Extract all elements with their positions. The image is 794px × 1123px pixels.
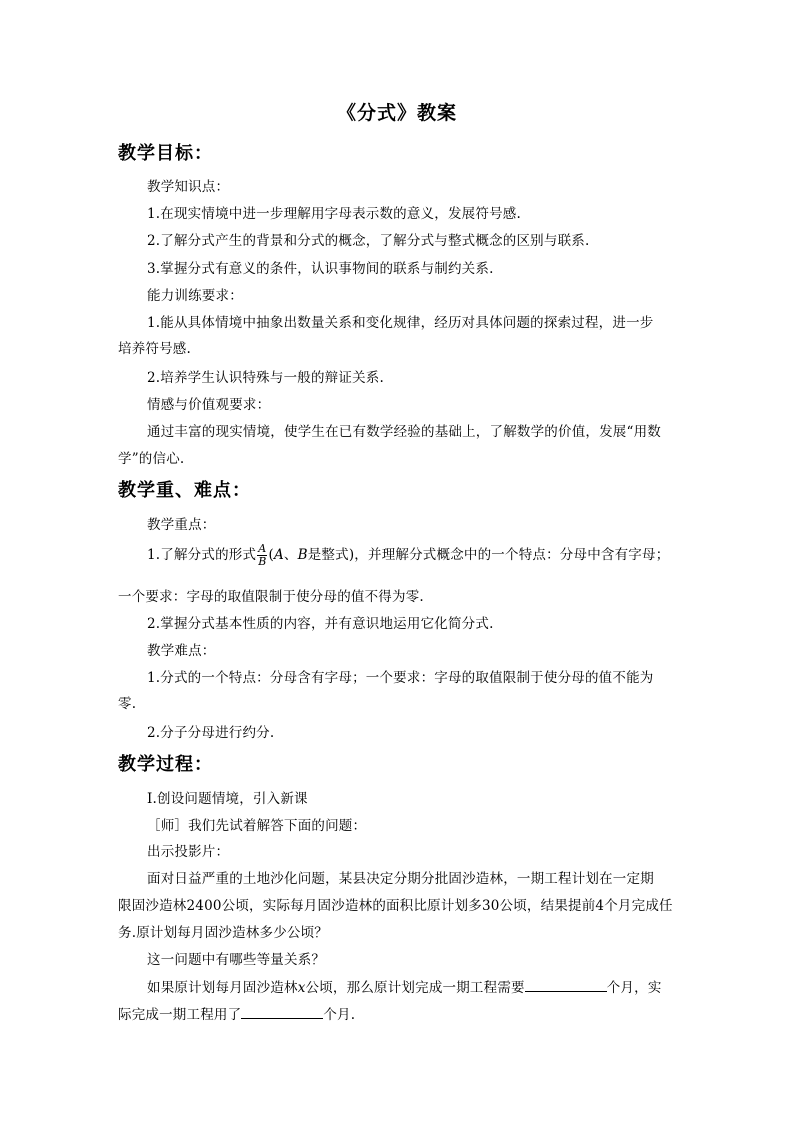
knowledge-item-1: 1.在现实情境中进一步理解用字母表示数的意义，发展符号感.: [147, 206, 521, 222]
knowledge-label: 教学知识点：: [147, 179, 230, 195]
var-x: x: [297, 980, 306, 996]
answer-blank-2[interactable]: [241, 1006, 323, 1019]
knowledge-item-3: 3.掌握分式有意义的条件，认识事物间的联系与制约关系.: [147, 261, 494, 277]
if-line-2-part-a: 际完成一期工程用了: [118, 1007, 242, 1023]
answer-blank-1[interactable]: [525, 979, 607, 992]
difficult-point-2: 2.分子分母进行约分.: [147, 725, 275, 741]
ability-label: 能力训练要求：: [147, 288, 243, 304]
if-line-2-part-b: 个月.: [323, 1007, 356, 1023]
ability-item-1-line-2: 培养符号感.: [118, 341, 191, 357]
emotion-line-2: 学”的信心.: [118, 451, 185, 467]
question-line: 这一问题中有哪些等量关系？: [147, 952, 326, 968]
key-point-2: 2.掌握分式基本性质的内容，并有意识地运用它化简分式.: [147, 616, 494, 632]
fraction-a-over-b: [257, 543, 267, 568]
process-step-1: Ⅰ.创设问题情境，引入新课: [147, 791, 308, 807]
section-heading-objectives: 教学目标：: [118, 143, 213, 164]
fraction-numerator: A: [258, 542, 267, 555]
problem-line-3: 务.原计划每月固沙造林多少公顷？: [118, 925, 328, 941]
section-heading-process: 教学过程：: [118, 754, 213, 775]
difficult-points-label: 教学难点：: [147, 643, 216, 659]
key-points-label: 教学重点：: [147, 517, 216, 533]
if-line-2: [118, 1003, 355, 1023]
key-point-1-line-1: [147, 543, 669, 568]
emotion-line-1: 通过丰富的现实情境，使学生在已有数学经验的基础上，了解数学的价值，发展“用数: [147, 424, 662, 440]
page-title: 《分式》教案: [336, 102, 457, 124]
difficult-point-1-line-1: 1.分式的一个特点：分母含有字母；一个要求：字母的取值限制于使分母的值不能为: [147, 670, 654, 686]
ability-item-1-line-1: 1.能从具体情境中抽象出数量关系和变化规律，经历对具体问题的探索过程，进一步: [147, 315, 654, 331]
var-a: A: [273, 547, 284, 563]
separator: 、: [283, 547, 298, 563]
key-point-1-suffix: 是整式)，并理解分式概念中的一个特点：分母中含有字母；: [307, 547, 670, 563]
if-line-1-part-b: 公顷，那么原计划完成一期工程需要: [305, 980, 525, 996]
show-slide-line: 出示投影片：: [147, 844, 230, 860]
if-line-1-part-c: 个月，实: [606, 980, 662, 996]
knowledge-item-2: 2.了解分式产生的背景和分式的概念，了解分式与整式概念的区别与联系.: [147, 233, 590, 249]
problem-line-1: 面对日益严重的土地沙化问题，某县决定分期分批固沙造林，一期工程计划在一定期: [147, 871, 654, 887]
ability-item-2: 2.培养学生认识特殊与一般的辩证关系.: [147, 370, 384, 386]
key-point-1-line-2: 一个要求：字母的取值限制于使分母的值不得为零.: [118, 589, 424, 605]
if-line-1-part-a: 如果原计划每月固沙造林: [147, 980, 298, 996]
paren-open: (: [268, 547, 274, 563]
section-heading-key-points: 教学重、难点：: [118, 480, 251, 501]
var-b: B: [297, 547, 308, 563]
emotion-label: 情感与价值观要求：: [147, 397, 271, 413]
if-line-1: [147, 976, 662, 996]
teacher-line: ［师］我们先试着解答下面的问题：: [147, 818, 367, 834]
problem-line-2: 限固沙造林2400公顷，实际每月固沙造林的面积比原计划多30公顷，结果提前4个月完成任: [118, 898, 673, 914]
difficult-point-1-line-2: 零.: [118, 696, 137, 712]
fraction-denominator: B: [258, 555, 267, 568]
key-point-1-prefix: 1.了解分式的形式: [147, 547, 257, 563]
